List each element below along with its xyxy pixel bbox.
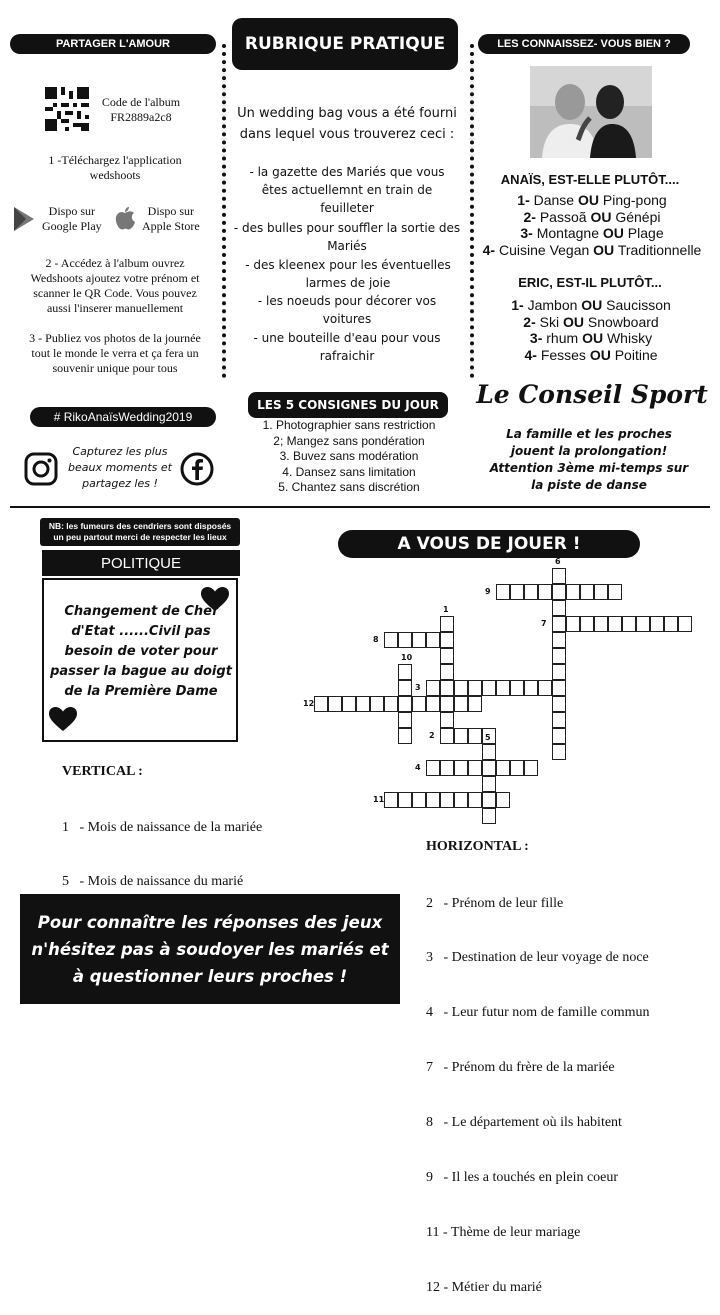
crossword-cell[interactable]	[440, 696, 454, 712]
crossword-cell[interactable]	[426, 680, 440, 696]
crossword-cell[interactable]	[398, 664, 412, 680]
hashtag-badge: # RikoAnaïsWedding2019	[30, 407, 216, 427]
consigne-item: 4. Dansez sans limitation	[282, 464, 416, 479]
crossword-cell[interactable]	[482, 744, 496, 760]
crossword-cell[interactable]	[454, 792, 468, 808]
connaissez-header: LES CONNAISSEZ- VOUS BIEN ?	[478, 34, 690, 54]
pratique-item-5: - une bouteille d'eau pour vous rafraichir	[253, 331, 441, 363]
crossword-cell[interactable]	[552, 632, 566, 648]
crossword-cell[interactable]	[496, 760, 510, 776]
sport-text: La famille et les proches jouent la prolongation! Attention 3ème mi-temps sur la piste de danse	[489, 427, 689, 492]
consigne-item: 2; Mangez sans pondération	[273, 433, 425, 448]
crossword-cell[interactable]	[356, 696, 370, 712]
crossword-cell[interactable]	[552, 584, 566, 600]
crossword-cell[interactable]	[412, 696, 426, 712]
crossword-clue-number: 7	[541, 619, 547, 628]
crossword-cell[interactable]	[608, 584, 622, 600]
crossword-cell[interactable]	[398, 712, 412, 728]
crossword-cell[interactable]	[664, 616, 678, 632]
crossword-cell[interactable]	[342, 696, 356, 712]
crossword-cell[interactable]	[426, 632, 440, 648]
crossword-cell[interactable]	[468, 728, 482, 744]
crossword-cell[interactable]	[580, 616, 594, 632]
crossword-cell[interactable]	[440, 632, 454, 648]
crossword-cell[interactable]	[524, 760, 538, 776]
apple-store-line2: Apple Store	[142, 219, 200, 233]
crossword-cell[interactable]	[552, 568, 566, 584]
crossword-cell[interactable]	[398, 632, 412, 648]
politique-header: POLITIQUE	[42, 550, 240, 576]
google-play-button[interactable]	[12, 204, 102, 234]
crossword-cell[interactable]	[566, 616, 580, 632]
crossword-cell[interactable]	[426, 792, 440, 808]
eric-list	[480, 297, 702, 363]
crossword-clue-number: 12	[303, 699, 315, 708]
crossword-cell[interactable]	[552, 728, 566, 744]
share-step-1: 1 -Téléchargez l'application wedshoots	[48, 153, 182, 182]
crossword-clue-number: 8	[373, 635, 379, 644]
crossword-cell[interactable]	[538, 584, 552, 600]
horizontal-clue: 4 - Leur futur nom de famille commun	[426, 1005, 650, 1021]
pratique-item-4: - les noeuds pour décorer vos voitures	[257, 294, 437, 326]
crossword-cell[interactable]	[496, 792, 510, 808]
eric-choice-4: 4- Fesses OU Poitine	[524, 346, 658, 363]
horizontal-clue: 2 - Prénom de leur fille	[426, 895, 564, 911]
crossword-cell[interactable]	[440, 792, 454, 808]
heart-icon	[48, 706, 78, 732]
crossword-cell[interactable]	[426, 760, 440, 776]
crossword-clue-number: 6	[555, 557, 561, 566]
crossword-cell[interactable]	[398, 680, 412, 696]
crossword-cell[interactable]	[440, 680, 454, 696]
pratique-item-3: - des kleenex pour les éventuelles larmes de joie	[245, 258, 451, 290]
crossword-cell[interactable]	[440, 616, 454, 632]
crossword-cell[interactable]	[468, 792, 482, 808]
vertical-title: VERTICAL :	[62, 764, 143, 779]
capture-text: Capturez les plus beaux moments et partagez les !	[68, 445, 172, 490]
crossword-cell[interactable]	[454, 696, 468, 712]
jeu-header: A VOUS DE JOUER !	[338, 530, 640, 558]
crossword-clue-number: 5	[485, 733, 491, 742]
crossword-cell[interactable]	[468, 760, 482, 776]
album-code: FR2889a2c8	[110, 110, 172, 124]
horizontal-clue: 8 - Le département où ils habitent	[426, 1115, 622, 1131]
crossword-clue-number: 9	[485, 587, 491, 596]
consigne-item: 5. Chantez sans discrétion	[278, 480, 420, 494]
crossword-cell[interactable]	[482, 792, 496, 808]
crossword-cell[interactable]	[580, 584, 594, 600]
horizontal-clues	[426, 858, 716, 1315]
crossword-grid[interactable]	[300, 557, 700, 818]
answers-footer: Pour connaître les réponses des jeux n'hésitez pas à soudoyer les mariés et à questionner leurs proches !	[20, 894, 400, 1004]
section-divider	[10, 506, 710, 508]
eric-choice-1: 1- Jambon OU Saucisson	[511, 297, 671, 313]
crossword-cell[interactable]	[468, 696, 482, 712]
crossword-cell[interactable]	[370, 696, 384, 712]
pratique-item-2: - des bulles pour souffler la sortie des Mariés	[233, 221, 461, 253]
eric-choice-3: 3- rhum OU Whisky	[529, 330, 653, 346]
crossword-cell[interactable]	[650, 616, 664, 632]
crossword-cell[interactable]	[440, 648, 454, 664]
sport-title: Le Conseil Sport	[476, 380, 708, 409]
crossword-clue-number: 2	[429, 731, 435, 740]
horizontal-clue: 7 - Prénom du frère de la mariée	[426, 1060, 615, 1076]
crossword-cell[interactable]	[552, 600, 566, 616]
crossword-cell[interactable]	[440, 728, 454, 744]
anais-choice-1: 1- Danse OU Ping-pong	[517, 192, 667, 208]
crossword-cell[interactable]	[552, 696, 566, 712]
anais-title: ANAÏS, EST-ELLE PLUTÔT....	[500, 172, 680, 187]
instagram-icon[interactable]	[24, 452, 58, 486]
crossword-cell[interactable]	[398, 696, 412, 712]
consignes-header: LES 5 CONSIGNES DU JOUR	[248, 392, 448, 418]
crossword-clue-number: 3	[415, 683, 421, 692]
crossword-cell[interactable]	[552, 616, 566, 632]
crossword-cell[interactable]	[482, 776, 496, 792]
pratique-intro: Un wedding bag vous a été fourni dans lequel vous trouverez ceci :	[237, 106, 457, 142]
share-step-3: 3 - Publiez vos photos de la journée tout le monde le verra et ça fera un souvenir unique pour tous	[29, 331, 201, 375]
crossword-cell[interactable]	[384, 632, 398, 648]
apple-store-button[interactable]	[114, 204, 200, 234]
crossword-cell[interactable]	[440, 664, 454, 680]
vertical-clue: 1 - Mois de naissance de la mariée	[62, 820, 263, 835]
crossword-cell[interactable]	[496, 680, 510, 696]
crossword-cell[interactable]	[328, 696, 342, 712]
horizontal-title: HORIZONTAL :	[426, 839, 529, 854]
crossword-cell[interactable]	[426, 696, 440, 712]
eric-title: ERIC, EST-IL PLUTÔT...	[518, 275, 662, 290]
crossword-cell[interactable]	[552, 648, 566, 664]
crossword-cell[interactable]	[398, 728, 412, 744]
crossword-cell[interactable]	[608, 616, 622, 632]
smokers-note: NB: les fumeurs des cendriers sont disposés un peu partout merci de respecter les lieux	[40, 518, 240, 546]
anais-list	[476, 192, 708, 258]
eric-choice-2: 2- Ski OU Snowboard	[523, 313, 659, 330]
crossword-cell[interactable]	[454, 760, 468, 776]
crossword-cell[interactable]	[510, 680, 524, 696]
anais-choice-3: 3- Montagne OU Plage	[520, 225, 664, 241]
crossword-cell[interactable]	[510, 584, 524, 600]
crossword-cell[interactable]	[496, 584, 510, 600]
crossword-cell[interactable]	[412, 792, 426, 808]
album-code-label: Code de l'album	[101, 95, 181, 109]
crossword-cell[interactable]	[468, 680, 482, 696]
vertical-clue: 5 - Mois de naissance du marié	[62, 874, 244, 889]
crossword-clue-number: 4	[415, 763, 421, 772]
crossword-cell[interactable]	[412, 632, 426, 648]
google-play-line2: Google Play	[42, 219, 102, 233]
crossword-cell[interactable]	[482, 680, 496, 696]
consigne-item: 3. Buvez sans modération	[279, 449, 419, 463]
crossword-cell[interactable]	[314, 696, 328, 712]
share-step-2: 2 - Accédez à l'album ouvrez Wedshoots ajoutez votre prénom et scanner le QR Code. Vous pouvez aussi l'inserer manuellement	[30, 256, 200, 315]
pratique-item-1: - la gazette des Mariés que vous êtes actuellemnt en train de feuilleter	[249, 165, 445, 215]
crossword-cell[interactable]	[524, 584, 538, 600]
crossword-cell[interactable]	[552, 664, 566, 680]
horizontal-clue: 9 - Il les a touchés en plein coeur	[426, 1170, 619, 1186]
crossword-cell[interactable]	[594, 584, 608, 600]
crossword-cell[interactable]	[440, 760, 454, 776]
horizontal-clue: 12 - Métier du marié	[426, 1279, 542, 1295]
horizontal-clue: 11 - Thème de leur mariage	[426, 1224, 581, 1240]
crossword-cell[interactable]	[566, 584, 580, 600]
crossword-cell[interactable]	[384, 696, 398, 712]
share-header: PARTAGER L'AMOUR	[10, 34, 216, 54]
apple-icon	[114, 206, 136, 232]
crossword-cell[interactable]	[398, 792, 412, 808]
crossword-cell[interactable]	[678, 616, 692, 632]
crossword-cell[interactable]	[384, 792, 398, 808]
crossword-cell[interactable]	[524, 680, 538, 696]
crossword-cell[interactable]	[538, 680, 552, 696]
pratique-header: RUBRIQUE PRATIQUE	[232, 18, 458, 70]
crossword-cell[interactable]	[454, 728, 468, 744]
couple-photo	[530, 66, 652, 158]
crossword-cell[interactable]	[482, 760, 496, 776]
apple-store-line1: Dispo sur	[147, 204, 194, 218]
google-play-icon	[12, 205, 36, 233]
consignes-list	[238, 418, 460, 496]
consigne-item: 1. Photographier sans restriction	[262, 418, 436, 432]
politique-text: Changement de Chef d'Etat ......Civil pas besoin de voter pour passer la bague au doigt de la Première Dame	[50, 604, 232, 699]
crossword-cell[interactable]	[510, 760, 524, 776]
horizontal-clue: 3 - Destination de leur voyage de noce	[426, 950, 649, 966]
crossword-cell[interactable]	[552, 680, 566, 696]
crossword-cell[interactable]	[440, 712, 454, 728]
crossword-cell[interactable]	[454, 680, 468, 696]
crossword-clue-number: 10	[401, 653, 413, 662]
anais-choice-4: 4- Cuisine Vegan OU Traditionnelle	[482, 241, 702, 258]
crossword-clue-number: 1	[443, 605, 449, 614]
crossword-cell[interactable]	[636, 616, 650, 632]
qr-code-icon	[45, 87, 89, 131]
crossword-cell[interactable]	[482, 808, 496, 824]
crossword-cell[interactable]	[594, 616, 608, 632]
crossword-cell[interactable]	[622, 616, 636, 632]
google-play-line1: Dispo sur	[48, 204, 95, 218]
crossword-cell[interactable]	[552, 712, 566, 728]
crossword-clue-number: 11	[373, 795, 385, 804]
crossword-cell[interactable]	[552, 744, 566, 760]
facebook-icon[interactable]	[180, 452, 214, 486]
anais-choice-2: 2- Passoã OU Génépi	[523, 208, 661, 225]
